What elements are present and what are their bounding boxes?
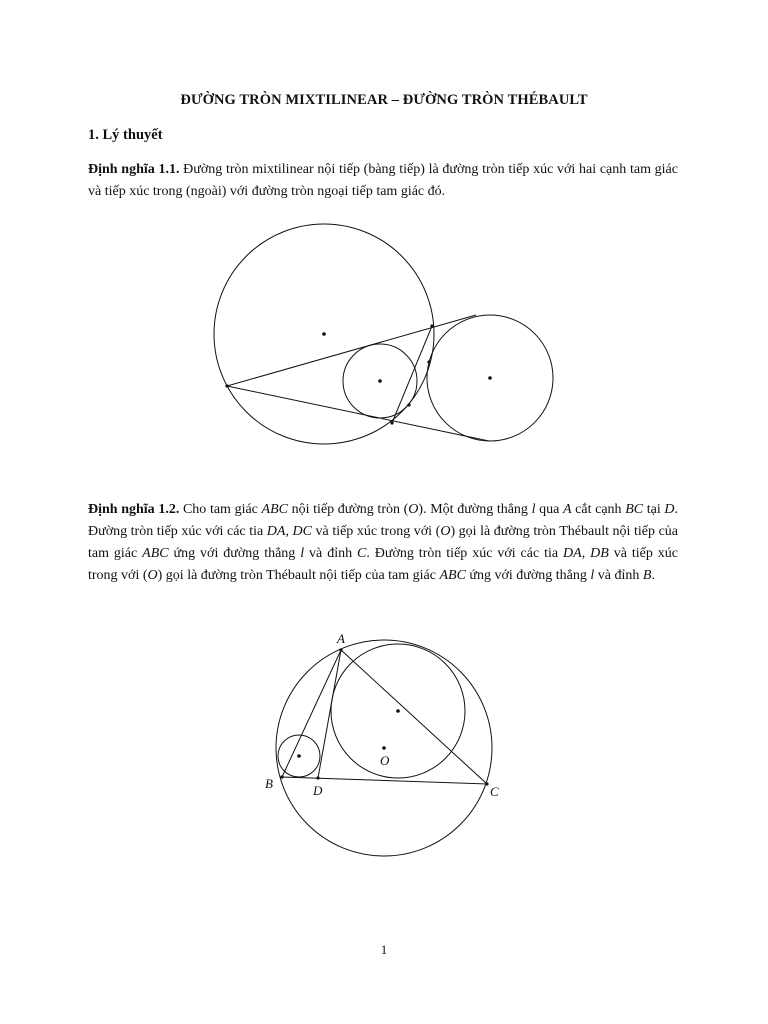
math-run: ABC (142, 546, 169, 561)
math-run: l (590, 568, 595, 583)
math-run: D (664, 502, 675, 517)
label-b: B (265, 776, 273, 791)
circumcenter-point (322, 332, 326, 336)
math-run: ABC (439, 568, 466, 583)
text-run: . Đường tròn tiếp xúc với các tia (366, 546, 564, 561)
figure-mixtilinear (0, 200, 768, 470)
vertex-a-point (339, 648, 342, 651)
center-o-point (382, 746, 386, 750)
definition-1-2-label: Định nghĩa 1.2. (88, 502, 180, 517)
text-run: nội tiếp đường tròn ( (288, 502, 409, 517)
math-run: ABC (261, 502, 288, 517)
tangency-point (407, 403, 410, 406)
text-run: ứng với đường thẳng (465, 568, 591, 583)
page-number: 1 (380, 942, 388, 957)
definition-1-1-label: Định nghĩa 1.1. (88, 162, 180, 177)
math-run: l (531, 502, 536, 517)
text-run: ) gọi là đường tròn Thébault nội tiếp của tam giác (157, 568, 440, 583)
vertex-point (430, 324, 433, 327)
text-run: . (651, 568, 655, 583)
tangency-point (427, 360, 430, 363)
math-run: O (408, 502, 419, 517)
label-d: D (313, 783, 323, 798)
excircle-center-point (488, 376, 492, 380)
tangent-line-lower (227, 386, 489, 441)
math-run: O (147, 568, 158, 583)
math-run: DB (590, 546, 609, 561)
math-run: B (642, 568, 652, 583)
vertex-b-point (280, 775, 283, 778)
large-circle-center-point (396, 709, 400, 713)
incircle-center-point (378, 379, 382, 383)
text-run: tại (643, 502, 665, 517)
math-run: A (562, 502, 572, 517)
definition-1-2 (88, 499, 678, 587)
line-ad (318, 650, 341, 778)
math-run: DC (292, 524, 312, 539)
math-run: O (440, 524, 451, 539)
text-run: và tiếp xúc trong với ( (88, 546, 679, 583)
label-o: O (380, 753, 390, 768)
vertex-point (225, 384, 228, 387)
math-run: DA (563, 546, 582, 561)
text-run: , (285, 524, 293, 539)
point-d (316, 776, 319, 779)
text-run: ). Một đường thẳng (418, 502, 532, 517)
math-run: DA (266, 524, 286, 539)
tangent-line-upper (227, 315, 476, 386)
text-run: và đỉnh (304, 546, 358, 561)
text-run: ứng với đường thẳng (168, 546, 301, 561)
math-run: C (357, 546, 367, 561)
label-c: C (490, 784, 499, 799)
text-run: cắt cạnh (571, 502, 626, 517)
text-run: và đỉnh (594, 568, 643, 583)
label-a: A (337, 631, 345, 646)
text-run: ) gọi là đường tròn Thébault nội tiếp của tam giác (88, 524, 678, 561)
vertex-point (390, 421, 393, 424)
page-title: ĐƯỜNG TRÒN MIXTILINEAR – ĐƯỜNG TRÒN THÉBAULT (180, 92, 588, 108)
math-run: l (300, 546, 305, 561)
vertex-c-point (485, 782, 488, 785)
definition-1-1-text: Đường tròn mixtilinear nội tiếp (bàng tiếp) là đường tròn tiếp xúc với hai cạnh tam giác và tiếp xúc trong (ngoài) với đường tròn ngoại tiếp tam giác đó. (88, 162, 678, 199)
definition-1-1 (88, 159, 678, 203)
text-run: qua (535, 502, 563, 517)
section-heading: 1. Lý thuyết (88, 127, 163, 143)
text-run: . Đường tròn tiếp xúc với các tia (88, 502, 678, 539)
small-circle-center-point (297, 754, 301, 758)
text-run: và tiếp xúc trong với ( (311, 524, 441, 539)
figure-thebault (0, 620, 768, 870)
text-run: , (581, 546, 591, 561)
math-run: BC (625, 502, 644, 517)
text-run: Cho tam giác (179, 502, 262, 517)
